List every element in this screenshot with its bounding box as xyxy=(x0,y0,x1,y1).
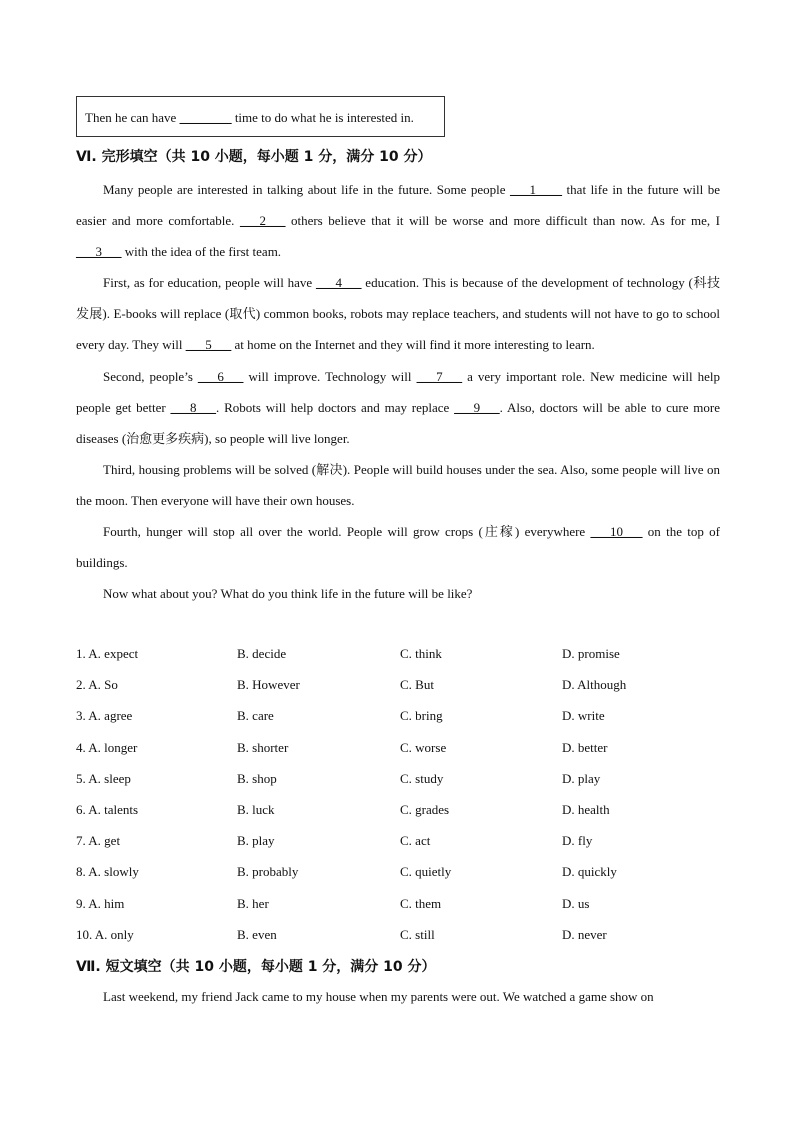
option-choice: D. write xyxy=(562,708,605,724)
cloze-blank: ___3___ xyxy=(76,244,122,260)
paragraph-text: . Robots will help doctors and may replace xyxy=(216,399,455,415)
paragraph-text: that life in the future will be easier and more comfortable. xyxy=(76,182,720,229)
carryover-before: Then he can have xyxy=(85,110,180,125)
cloze-blank: ___9___ xyxy=(454,399,500,415)
option-choice: B. shorter xyxy=(237,739,289,755)
option-row xyxy=(76,643,736,674)
paragraph-text: others believe that it will be worse and more difficult than now. As for me, I xyxy=(285,213,720,229)
option-choice: C. bring xyxy=(400,708,443,724)
paragraph-text: Many people are interested in talking about life in the future. Some people xyxy=(103,182,511,197)
paragraph xyxy=(76,361,720,454)
section-6-heading: Ⅵ. 完形填空（共 10 小题，每小题 1 分，满分 10 分） xyxy=(76,149,432,165)
option-row xyxy=(76,924,736,955)
carryover-after: time to do what he is interested in. xyxy=(231,110,414,125)
option-row xyxy=(76,893,736,924)
cloze-passage xyxy=(76,174,720,609)
option-choice: 7. A. get xyxy=(76,833,121,849)
option-choice: C. act xyxy=(400,833,431,849)
paragraph-text: Fourth, hunger will stop all over the world. People will grow crops (庄稼) everywhere xyxy=(103,524,591,540)
option-choice: C. But xyxy=(400,677,434,693)
option-choice: D. promise xyxy=(562,646,620,661)
cloze-blank: ___4___ xyxy=(315,275,362,291)
paragraph-text: will improve. Technology will xyxy=(243,368,417,384)
option-choice: C. them xyxy=(400,895,442,911)
carryover-sentence-box xyxy=(76,96,445,137)
option-choice: B. her xyxy=(237,895,269,911)
option-row xyxy=(76,861,736,892)
option-choice: B. even xyxy=(237,926,277,942)
option-choice: B. probably xyxy=(237,864,299,880)
option-choice: C. quietly xyxy=(400,864,452,880)
option-choice: B. However xyxy=(237,677,300,693)
cloze-blank: ___6___ xyxy=(197,368,244,384)
paragraph-text: Second, people’s xyxy=(103,368,198,384)
option-choice: C. worse xyxy=(400,739,447,755)
cloze-blank: ___2___ xyxy=(239,213,286,229)
paragraph xyxy=(76,578,720,609)
option-choice: 4. A. longer xyxy=(76,739,138,755)
option-choice: B. care xyxy=(237,708,274,724)
paragraph-text: education. This is because of the development of technology (科技发展). E-books will replace (取代) common books, robots may replace teachers, and students will not have to go to school every day. They will xyxy=(76,275,721,353)
paragraph-text: a very important role. New medicine will help people get better xyxy=(76,368,720,415)
option-choice: D. play xyxy=(562,770,601,786)
option-choice: C. grades xyxy=(400,801,450,817)
paragraph-text: First, as for education, people will have xyxy=(103,275,316,291)
paragraph: Last weekend, my friend Jack came to my house when my parents were out. We watched a game show on xyxy=(103,989,654,1004)
option-choice: B. decide xyxy=(237,646,287,661)
option-choice: 1. A. expect xyxy=(76,646,139,661)
option-choice: 6. A. talents xyxy=(76,801,139,817)
short-passage xyxy=(76,986,720,1008)
paragraph xyxy=(76,516,720,578)
option-choice: C. study xyxy=(400,770,444,786)
option-choice: C. still xyxy=(400,926,435,942)
answer-options xyxy=(76,643,736,955)
option-choice: D. fly xyxy=(562,833,593,849)
paragraph-text: Now what about you? What do you think life in the future will be like? xyxy=(103,586,473,602)
option-choice: D. health xyxy=(562,801,610,817)
option-choice: D. better xyxy=(562,739,608,755)
option-row xyxy=(76,799,736,830)
option-choice: 8. A. slowly xyxy=(76,864,139,880)
option-choice: 5. A. sleep xyxy=(76,770,131,786)
cloze-blank: ___7___ xyxy=(416,368,463,384)
option-choice: B. play xyxy=(237,833,275,849)
cloze-blank: ___8___ xyxy=(170,399,217,415)
option-choice: D. Although xyxy=(562,677,627,693)
cloze-blank: ___5___ xyxy=(185,337,232,353)
option-row xyxy=(76,830,736,861)
paragraph xyxy=(76,267,720,360)
cloze-blank: ___10___ xyxy=(590,524,643,540)
option-row xyxy=(76,674,736,705)
paragraph-text: on the top of buildings. xyxy=(76,524,721,571)
paragraph-text: at home on the Internet and they will find it more interesting to learn. xyxy=(231,337,595,353)
option-choice: D. never xyxy=(562,926,607,942)
option-row xyxy=(76,768,736,799)
paragraph-text: . Also, doctors will be able to cure more diseases (治愈更多疾病), so people will live longer. xyxy=(76,399,721,446)
section-7-heading: Ⅶ. 短文填空（共 10 小题，每小题 1 分，满分 10 分） xyxy=(76,959,436,975)
option-choice: 3. A. agree xyxy=(76,708,133,724)
option-row xyxy=(76,705,736,736)
option-row xyxy=(76,737,736,768)
option-choice: D. us xyxy=(562,895,590,911)
answer-blank: ________ xyxy=(179,110,232,125)
option-choice: 10. A. only xyxy=(76,926,134,942)
option-choice: C. think xyxy=(400,646,442,661)
option-choice: B. shop xyxy=(237,770,277,786)
paragraph-text: with the idea of the first team. xyxy=(121,244,282,260)
paragraph xyxy=(76,454,720,516)
option-choice: B. luck xyxy=(237,801,275,817)
paragraph-text: Third, housing problems will be solved (解决). People will build houses under the sea. Also, some people will live on the moon. Then everyone will have their own houses. xyxy=(76,461,720,508)
option-choice: 9. A. him xyxy=(76,895,125,911)
option-choice: 2. A. So xyxy=(76,677,118,693)
option-choice: D. quickly xyxy=(562,864,617,880)
paragraph xyxy=(76,174,720,267)
cloze-blank: ___1____ xyxy=(510,182,563,197)
